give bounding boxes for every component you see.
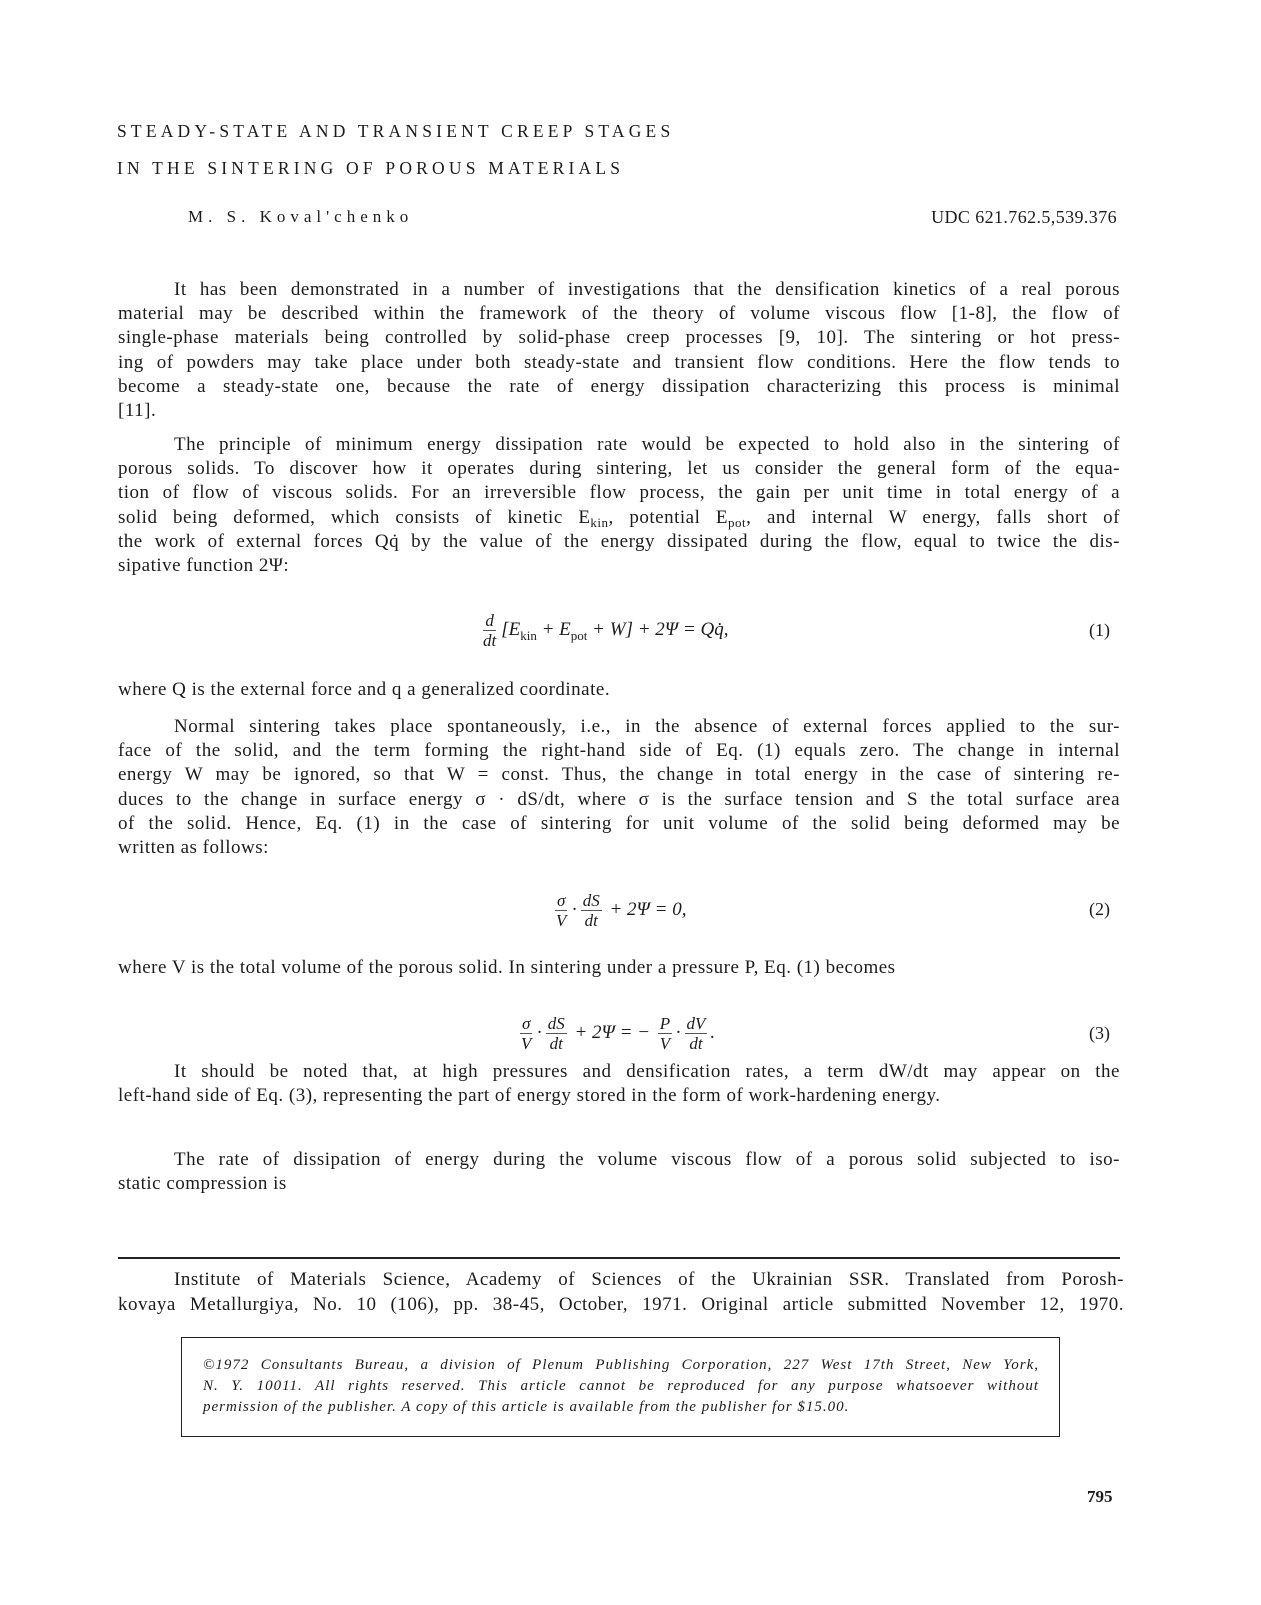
- text-line: of the solid. Hence, Eq. (1) in the case of sintering for unit volume of the solid being deformed may be: [118, 812, 1120, 834]
- paragraph-1: [118, 278, 1120, 423]
- text-line: left-hand side of Eq. (3), representing the part of energy stored in the form of work-hardening energy.: [118, 1085, 941, 1107]
- fraction-ds-dt: [546, 1014, 567, 1053]
- equation-term: [E: [501, 619, 521, 640]
- equation-term: + 2Ψ = −: [569, 1022, 655, 1043]
- fraction-denominator: dt: [689, 1033, 703, 1053]
- page-number: 795: [1087, 1487, 1113, 1506]
- paragraph-5: [118, 1148, 1120, 1196]
- equation-number-1: (1): [1089, 620, 1110, 640]
- text-line: kovaya Metallurgiya, No. 10 (106), pp. 38-45, October, 1971. Original article submitted November 12, 1970.: [118, 1293, 1124, 1315]
- author-name: M. S. Koval'chenko: [188, 207, 414, 226]
- paragraph-2: [118, 433, 1120, 578]
- text-line: where V is the total volume of the porous solid. In sintering under a pressure P, Eq. (1) becomes: [118, 957, 896, 978]
- text-line: Institute of Materials Science, Academy of Sciences of the Ukrainian SSR. Translated from Porosh-: [174, 1269, 1124, 1290]
- text-line: material may be described within the framework of the theory of volume viscous flow [1-8], the flow of: [118, 303, 1120, 325]
- subscript-pot: pot: [570, 628, 588, 643]
- equation-1: [478, 605, 728, 655]
- text-segment: , and internal W energy, falls short of: [746, 506, 1120, 528]
- fraction-numerator: dS: [547, 1013, 565, 1033]
- fraction-numerator: σ: [522, 1013, 531, 1033]
- subscript-pot: pot: [728, 514, 747, 530]
- text-line: become a steady-state one, because the rate of energy dissipation characterizing this process is minimal: [118, 375, 1120, 397]
- multiplication-dot: ·: [571, 899, 578, 920]
- paragraph-4: [118, 1060, 1120, 1108]
- subscript-kin: kin: [590, 514, 609, 530]
- text-line: single-phase materials being controlled by solid-phase creep processes [9, 10]. The sintering or hot press-: [118, 327, 1120, 349]
- text-line: permission of the publisher. A copy of this article is available from the publisher for $15.00.: [203, 1399, 850, 1415]
- text-segment: , potential E: [608, 506, 729, 528]
- equation-term: + 2Ψ = 0,: [604, 899, 687, 920]
- equation-2: [551, 885, 686, 935]
- equation-number-3: (3): [1089, 1023, 1110, 1043]
- text-line: ing of powders may take place under both steady-state and transient flow conditions. Here the flow tends to: [118, 351, 1120, 373]
- fraction-numerator: σ: [557, 890, 566, 910]
- text-line: porous solids. To discover how it operates during sintering, let us consider the general form of the equa-: [118, 458, 1120, 480]
- copyright-notice-box: [181, 1337, 1060, 1437]
- text-line: duces to the change in surface energy σ · dS/dt, where σ is the surface tension and S the total surface area: [118, 788, 1120, 810]
- multiplication-dot: ·: [536, 1022, 543, 1043]
- paragraph-3: [118, 715, 1120, 860]
- text-line: static compression is: [118, 1173, 287, 1195]
- equation-term: + E: [536, 619, 571, 640]
- text-line: Normal sintering takes place spontaneously, i.e., in the absence of external forces applied to the sur-: [174, 716, 1120, 737]
- fraction-ds-dt: [581, 891, 602, 930]
- fraction-dv-dt: [685, 1014, 708, 1053]
- text-line: sipative function 2Ψ:: [118, 554, 290, 576]
- title-line-2: IN THE SINTERING OF POROUS MATERIALS: [117, 158, 625, 178]
- text-line: energy W may be ignored, so that W = const. Thus, the change in total energy in the case of sintering re-: [118, 764, 1120, 786]
- fraction-numerator: dS: [582, 890, 600, 910]
- fraction-denominator: dt: [584, 910, 598, 930]
- fraction-sigma-v: [554, 891, 568, 930]
- text-line: face of the solid, and the term forming the right-hand side of Eq. (1) equals zero. The change in internal: [118, 740, 1120, 762]
- fraction-denominator: V: [556, 910, 567, 930]
- text-segment: solid being deformed, which consists of kinetic E: [118, 506, 591, 528]
- fraction-denominator: dt: [483, 630, 497, 650]
- text-line: It has been demonstrated in a number of investigations that the densification kinetics of a real porous: [174, 279, 1120, 300]
- footnote-divider: [118, 1257, 1120, 1259]
- fraction-p-v: [658, 1014, 672, 1053]
- subscript-kin: kin: [520, 628, 537, 643]
- text-line: tion of flow of viscous solids. For an irreversible flow process, the gain per unit time in total energy of a: [118, 482, 1120, 504]
- text-line: [11].: [118, 399, 157, 421]
- text-line: written as follows:: [118, 836, 269, 858]
- paragraph-where-v: [118, 956, 1120, 980]
- fraction-denominator: V: [521, 1033, 532, 1053]
- equation-term: .: [710, 1022, 716, 1043]
- text-line: N. Y. 10011. All rights reserved. This article cannot be reproduced for any purpose whatsoever without: [203, 1378, 1039, 1394]
- fraction-denominator: dt: [549, 1033, 563, 1053]
- text-line: [118, 506, 1120, 530]
- title-line-1: STEADY-STATE AND TRANSIENT CREEP STAGES: [117, 121, 675, 141]
- fraction-numerator: P: [659, 1013, 671, 1033]
- equation-3: [516, 1008, 715, 1058]
- text-line: It should be noted that, at high pressures and densification rates, a term dW/dt may appear on the: [174, 1061, 1120, 1082]
- udc-code: UDC 621.762.5,539.376: [931, 207, 1117, 227]
- text-line: where Q is the external force and q a generalized coordinate.: [118, 679, 611, 700]
- fraction-numerator: dV: [686, 1013, 706, 1033]
- paragraph-where-q: [118, 678, 1120, 702]
- text-line: The rate of dissipation of energy during the volume viscous flow of a porous solid subjected to iso-: [174, 1149, 1120, 1170]
- multiplication-dot: ·: [675, 1022, 682, 1043]
- fraction-sigma-v: [519, 1014, 533, 1053]
- equation-number-2: (2): [1089, 899, 1110, 919]
- fraction-d-dt: [481, 611, 498, 650]
- equation-term: + W] + 2Ψ = Qq̇,: [587, 619, 729, 640]
- text-line: ©1972 Consultants Bureau, a division of Plenum Publishing Corporation, 227 West 17th Street, New York,: [203, 1357, 1039, 1373]
- fraction-denominator: V: [659, 1033, 671, 1053]
- text-line: the work of external forces Qq̇ by the value of the energy dissipated during the flow, equal to twice the dis-: [118, 530, 1120, 552]
- fraction-numerator: d: [485, 610, 494, 630]
- footnote: [118, 1268, 1124, 1317]
- text-line: The principle of minimum energy dissipation rate would be expected to hold also in the sintering of: [174, 434, 1120, 455]
